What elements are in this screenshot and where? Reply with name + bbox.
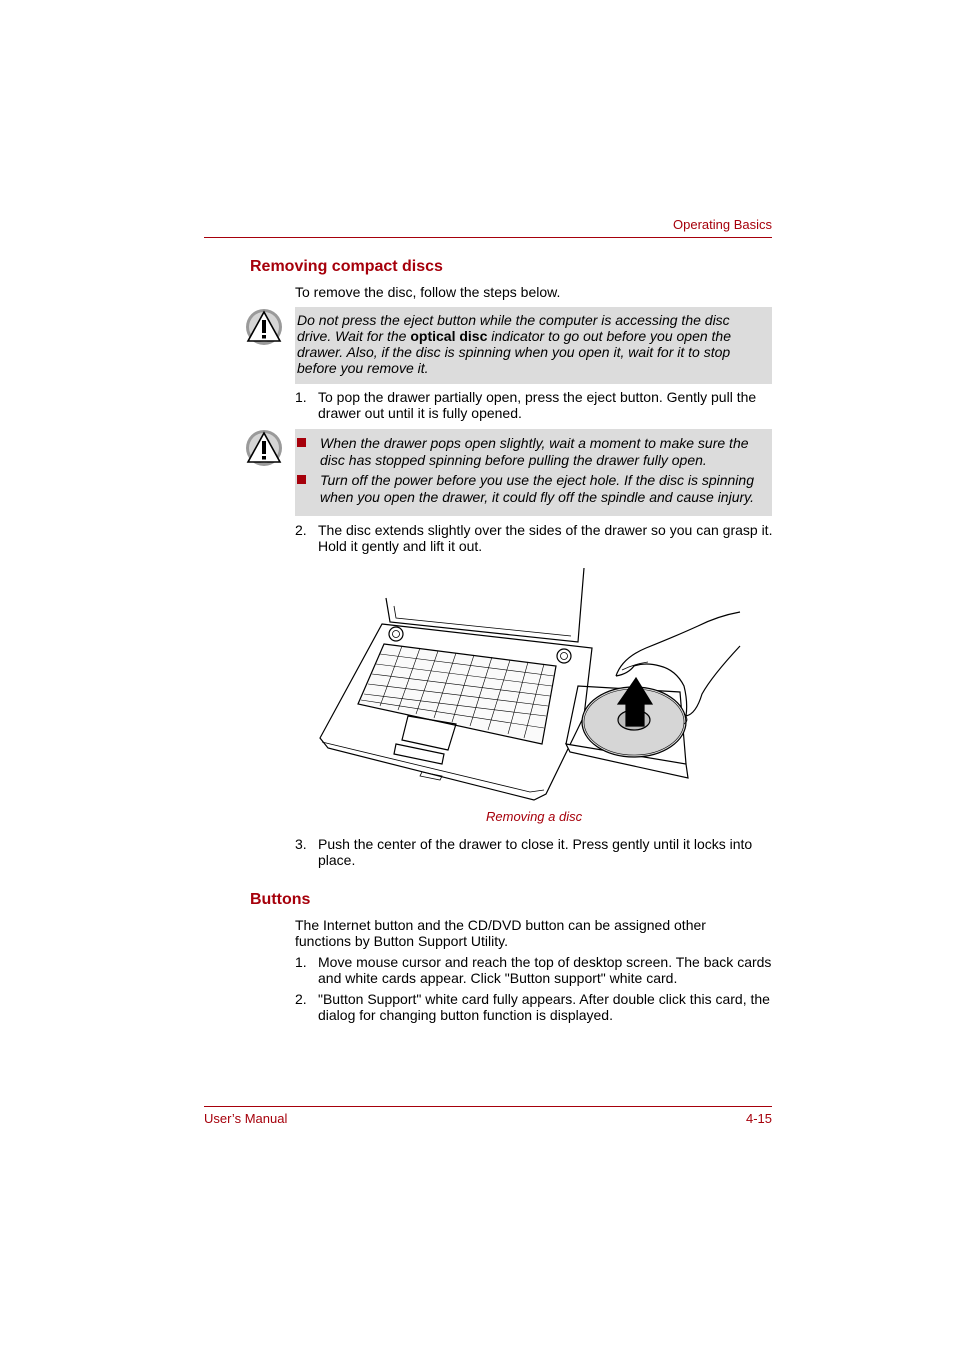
running-header: Operating Basics [673, 217, 772, 232]
footer-page-number: 4-15 [745, 1111, 772, 1126]
section-heading-removing-cds: Removing compact discs [250, 258, 443, 275]
figure-caption: Removing a disc [486, 809, 583, 824]
step-text: "Button Support" white card fully appears. After double click this card, the dialog for changing button function is displayed. [318, 991, 770, 1023]
caution-icon [244, 428, 284, 468]
step-number: 1. [295, 389, 307, 405]
step-number: 2. [295, 991, 307, 1007]
step-text: Move mouse cursor and reach the top of desktop screen. The back cards and white cards appear. Click "Button support" white card. [318, 954, 772, 986]
caution-bullet-text: Turn off the power before you use the eject hole. If the disc is spinning when you open the drawer, it could fly off the spindle and cause injury. [320, 472, 755, 505]
step-text: To pop the drawer partially open, press the eject button. Gently pull the drawer out until it is fully opened. [318, 389, 757, 421]
section-heading-buttons: Buttons [250, 891, 311, 908]
caution-bullet-text: When the drawer pops open slightly, wait a moment to make sure the disc has stopped spinning before pulling the drawer fully open. [320, 435, 749, 468]
bullet-marker [297, 438, 306, 447]
caution-icon [244, 307, 284, 347]
step-number: 3. [295, 836, 307, 852]
footer-rule [204, 1106, 772, 1107]
caution-note-text: Do not press the eject button while the computer is accessing the disc drive. Wait for the optical disc indicator to go out before you open the drawer. Also, if the disc is spinning when you open it, wait for it to stop before you remove it. [297, 312, 731, 376]
step-number: 1. [295, 954, 307, 970]
header-rule [204, 237, 772, 238]
step-number: 2. [295, 522, 307, 538]
step-text: Push the center of the drawer to close it. Press gently until it locks into place. [318, 836, 753, 868]
bullet-marker [297, 475, 306, 484]
laptop-disc-removal-illustration [316, 566, 746, 802]
section-intro: To remove the disc, follow the steps below. [295, 284, 561, 300]
footer-manual-title: User’s Manual [204, 1111, 288, 1126]
step-text: The disc extends slightly over the sides of the drawer so you can grasp it. Hold it gently and lift it out. [318, 522, 773, 554]
section-intro: The Internet button and the CD/DVD button can be assigned other functions by Button Support Utility. [295, 917, 706, 949]
